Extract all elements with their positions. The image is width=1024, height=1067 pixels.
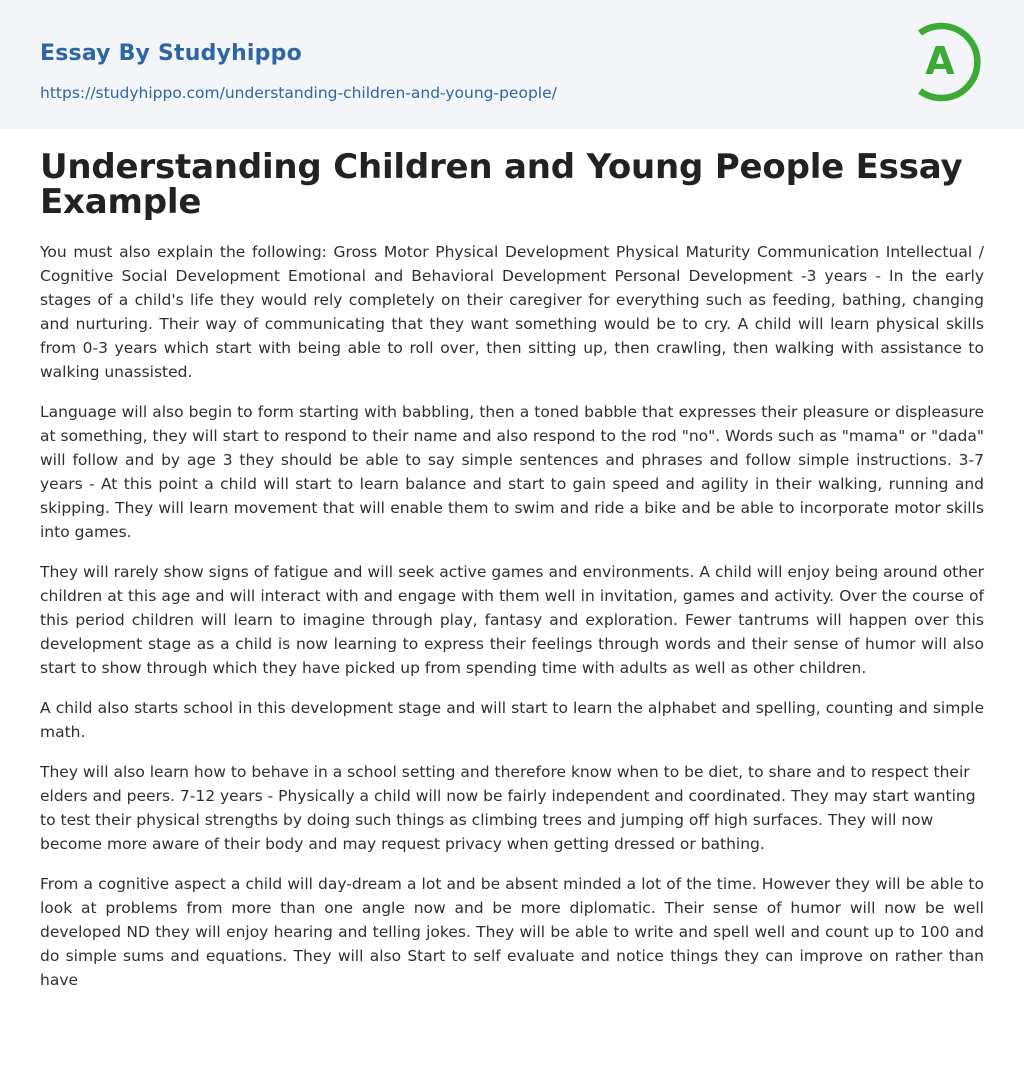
site-header xyxy=(0,0,1024,129)
studyhippo-logo-icon[interactable] xyxy=(912,19,986,105)
essay-paragraph-2: Language will also begin to form starting with babbling, then a toned babble that expresses their pleasure or displeasure at something, they will start to respond to their name and also respond to the rod "no". Words such as "mama" or "dada" will follow and by age 3 they should be able to say simple sentences and phrases and follow simple instructions. 3-7 years - At this point a child will start to learn balance and start to gain speed and agility in their walking, running and skipping. They will learn movement that will enable them to swim and ride a bike and be able to incorporate motor skills into games. xyxy=(40,403,984,541)
essay-url-link[interactable]: https://studyhippo.com/understanding-children-and-young-people/ xyxy=(40,84,557,102)
essay-title: Understanding Children and Young People Essay Example xyxy=(40,147,963,222)
essay-paragraph-3: They will rarely show signs of fatigue and will seek active games and environments. A child will enjoy being around other children at this age and will interact with and engage with them well in invitation, games and activity. Over the course of this period children will learn to imagine through play, fantasy and exploration. Fewer tantrums will happen over this development stage as a child is now learning to express their feelings through words and their sense of humor will also start to show through which they have picked up from spending time with adults as well as other children. xyxy=(40,563,984,677)
essay-paragraph-5: They will also learn how to behave in a school setting and therefore know when to be diet, to share and to respect their elders and peers. 7-12 years - Physically a child will now be fairly independent and coordinated. They may start wanting to test their physical strengths by doing such things as climbing trees and jumping off high surfaces. They will now become more aware of their body and may request privacy when getting dressed or bathing. xyxy=(40,763,976,853)
essay-paragraph-6: From a cognitive aspect a child will day-dream a lot and be absent minded a lot of the time. However they will be able to look at problems from more than one angle now and be more diplomatic. Their sense of humor will now be well developed ND they will enjoy hearing and telling jokes. They will be able to write and spell well and count up to 100 and do simple sums and equations. They will also Start to self evaluate and notice things they can improve on rather than have xyxy=(40,875,984,989)
logo-letter: A xyxy=(925,39,955,83)
essay-paragraph-1: You must also explain the following: Gross Motor Physical Development Physical Maturity Communication Intellectual / Cognitive Social Development Emotional and Behavioral Development Personal Development -3 years - In the early stages of a child's life they would rely completely on their caregiver for everything such as feeding, bathing, changing and nurturing. Their way of communicating that they want something would be to cry. A child will learn physical skills from 0-3 years which start with being able to roll over, then sitting up, then crawling, then walking with assistance to walking unassisted. xyxy=(40,243,984,381)
essay-paragraph-4: A child also starts school in this development stage and will start to learn the alphabet and spelling, counting and simple math. xyxy=(40,699,984,741)
essay-content xyxy=(40,147,984,1008)
site-title[interactable]: Essay By Studyhippo xyxy=(40,41,302,66)
